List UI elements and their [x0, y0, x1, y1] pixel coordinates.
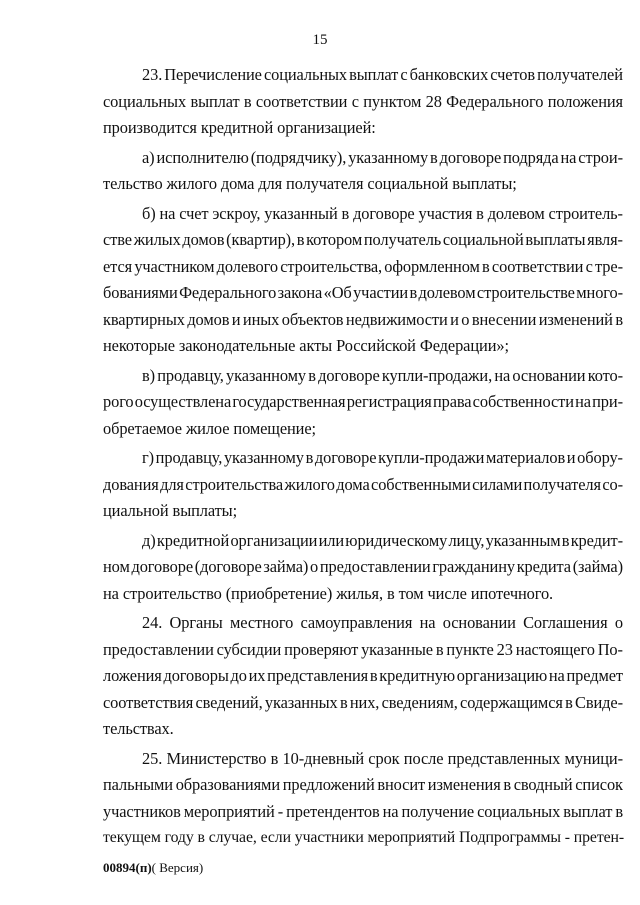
paragraph-p23 — [103, 62, 623, 142]
text-line: квартирных домов и иных объектов недвижимости и о внесении изменений в — [103, 309, 623, 329]
text-line: пальными образованиями предложений вносит изменения в сводный список — [103, 775, 623, 794]
page-number: 15 — [312, 32, 328, 48]
text-line: г) продавцу, указанному в договоре купли-продажи материалов и обору- — [142, 448, 623, 467]
text-line: рого осуществлена государственная регистрация права собственности на при- — [103, 392, 623, 411]
text-line: 24. Органы местного самоуправления на основании Соглашения о — [142, 613, 623, 632]
text-line: 23. Перечисление социальных выплат с банковских счетов получателей — [142, 65, 623, 84]
text-line: 25. Министерство в 10-дневный срок после представленных муници- — [142, 748, 623, 768]
text-line: обретаемое жилое помещение; — [103, 418, 316, 438]
text-line: социальных выплат в соответствии с пунктом 28 Федерального положения — [103, 91, 623, 111]
text-line: б) на счет эскроу, указанный в договоре участия в долевом строитель- — [142, 203, 623, 223]
text-line: участников мероприятий - претендентов на получение социальных выплат в — [103, 801, 623, 821]
text-line: текущем году в случае, если участники мероприятий Подпрограммы - претен- — [103, 829, 625, 846]
text-line: д) кредитной организации или юридическому лицу, указанным в кредит- — [142, 530, 623, 550]
text-line: некоторые законодательные акты Российской Федерации»; — [103, 336, 509, 355]
text-line: стве жилых домов (квартир), в котором получатель социальной выплаты явля- — [103, 230, 623, 249]
text-line: в) продавцу, указанному в договоре купли-продажи, на основании кото- — [142, 365, 623, 385]
text-line: тельствах. — [103, 719, 174, 738]
text-line: циальной выплаты; — [103, 501, 238, 520]
paragraph-p23d — [103, 528, 623, 608]
document-footer — [103, 860, 203, 876]
text-line: на строительство (приобретение) жилья, в том числе ипотечного. — [103, 583, 554, 603]
text-line: предоставлении субсидии проверяют указанные в пункте 23 настоящего По- — [103, 639, 623, 659]
paragraph-p23g — [103, 445, 623, 525]
paragraph-p24 — [103, 610, 623, 743]
text-line: тельство жилого дома для получателя социальной выплаты; — [103, 174, 517, 193]
document-code: 00894(п) — [103, 860, 152, 875]
paragraph-p25 — [103, 746, 623, 852]
text-line: ется участником долевого строительства, оформленном в соответствии с тре- — [103, 256, 623, 276]
paragraph-p23a — [103, 145, 623, 198]
text-line: дования для строительства жилого дома собственными силами получателя со- — [103, 474, 623, 494]
text-line: бованиями Федерального закона «Об участии в долевом строительстве много- — [103, 283, 623, 302]
text-line: а) исполнителю (подрядчику), указанному в договоре подряда на строи- — [142, 147, 623, 167]
document-body — [103, 62, 623, 852]
paragraph-p23b — [103, 201, 623, 360]
document-version: ( Версия) — [151, 860, 204, 875]
text-line: производится кредитной организацией: — [103, 118, 376, 137]
paragraph-p23v — [103, 363, 623, 443]
text-line: соответствия сведений, указанных в них, сведениям, содержащимся в Свиде- — [103, 692, 623, 712]
text-line: ложения договоры до их представления в кредитную организацию на предмет — [103, 666, 623, 685]
text-line: ном договоре (договоре займа) о предоставлении гражданину кредита (займа) — [103, 557, 623, 576]
